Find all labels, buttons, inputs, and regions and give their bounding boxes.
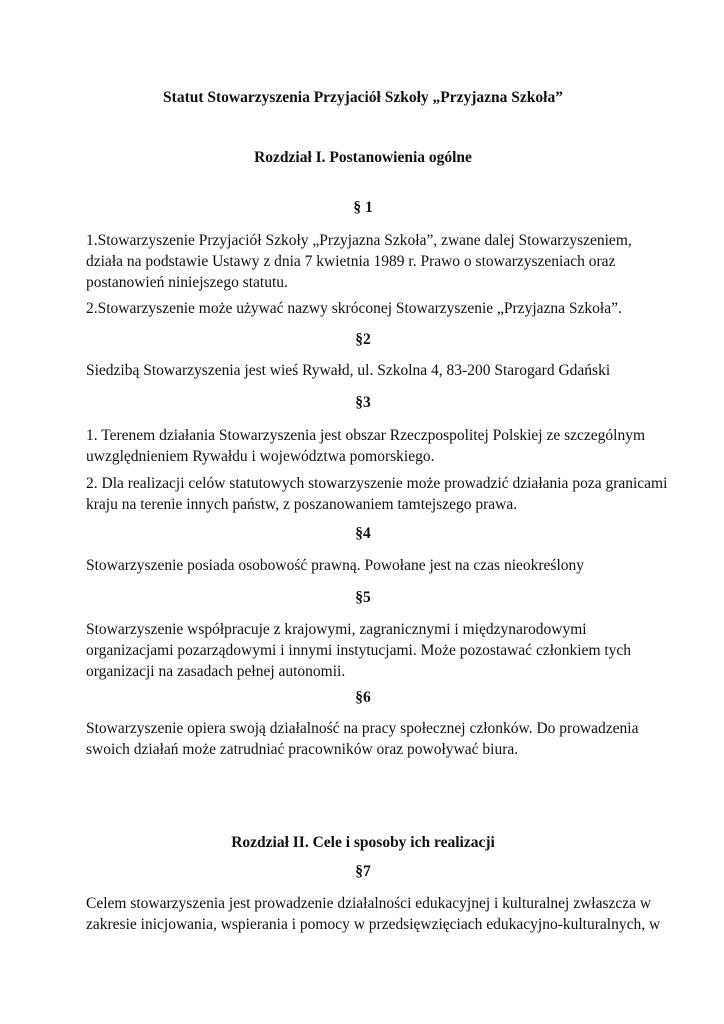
text-line: zakresie inicjowania, wspierania i pomocy w przedsięwzięciach edukacyjno-kulturalnych, w <box>86 916 661 933</box>
text-line: postanowień niniejszego statutu. <box>86 274 288 291</box>
section-4-paragraph <box>86 555 640 576</box>
text-line: Siedzibą Stowarzyszenia jest wieś Rywałd, ul. Szkolna 4, 83-200 Starogard Gdański <box>86 362 611 379</box>
text-line: Celem stowarzyszenia jest prowadzenie działalności edukacyjnej i kulturalnej zwłaszcza w <box>86 895 652 912</box>
text-line: 2. Dla realizacji celów statutowych stowarzyszenie może prowadzić działania poza granicami <box>86 475 668 492</box>
section-2-heading: §2 <box>355 331 371 348</box>
section-3-heading: §3 <box>355 394 371 411</box>
text-line: Stowarzyszenie współpracuje z krajowymi, zagranicznymi i międzynarodowymi <box>86 621 587 638</box>
section-6-heading: §6 <box>355 689 371 706</box>
text-line: Stowarzyszenie opiera swoją działalność na pracy społecznej członków. Do prowadzenia <box>86 720 639 737</box>
text-line: uwzględnieniem Rywałdu i województwa pomorskiego. <box>86 448 435 465</box>
section-4-heading: §4 <box>355 525 371 542</box>
section-6-paragraph <box>86 718 640 760</box>
section-3-paragraph-2 <box>86 473 668 515</box>
document-title: Statut Stowarzyszenia Przyjaciół Szkoły „Przyjazna Szkoła” <box>163 89 563 106</box>
text-line: organizacjami pozarządowymi i innymi instytucjami. Może pozostawać członkiem tych <box>86 642 632 659</box>
text-line: swoich działań może zatrudniać pracowników oraz powoływać biura. <box>86 741 519 758</box>
section-7-paragraph <box>86 893 661 935</box>
section-2-paragraph <box>86 360 640 381</box>
chapter-1-heading: Rozdział I. Postanowienia ogólne <box>254 149 472 166</box>
text-line: 1. Terenem działania Stowarzyszenia jest obszar Rzeczpospolitej Polskiej ze szczególnym <box>86 427 646 444</box>
section-3-paragraph-1 <box>86 425 646 467</box>
text-line: kraju na terenie innych państw, z poszanowaniem tamtejszego prawa. <box>86 496 518 513</box>
section-1-heading: § 1 <box>353 199 373 216</box>
section-5-paragraph <box>86 619 640 682</box>
text-line: organizacji na zasadach pełnej autonomii. <box>86 663 346 680</box>
text-line: 1.Stowarzyszenie Przyjaciół Szkoły „Przyjazna Szkoła”, zwane dalej Stowarzyszeniem, <box>86 232 632 249</box>
section-1-paragraph-1 <box>86 230 640 293</box>
chapter-2-heading: Rozdział II. Cele i sposoby ich realizacji <box>231 834 495 851</box>
text-line: działa na podstawie Ustawy z dnia 7 kwietnia 1989 r. Prawo o stowarzyszeniach oraz <box>86 253 616 270</box>
text-line: Stowarzyszenie posiada osobowość prawną. Powołane jest na czas nieokreślony <box>86 557 585 574</box>
text-line: 2.Stowarzyszenie może używać nazwy skróconej Stowarzyszenie „Przyjazna Szkoła”. <box>86 300 622 317</box>
section-7-heading: §7 <box>355 863 371 880</box>
section-1-paragraph-2 <box>86 298 640 319</box>
section-5-heading: §5 <box>355 589 371 606</box>
